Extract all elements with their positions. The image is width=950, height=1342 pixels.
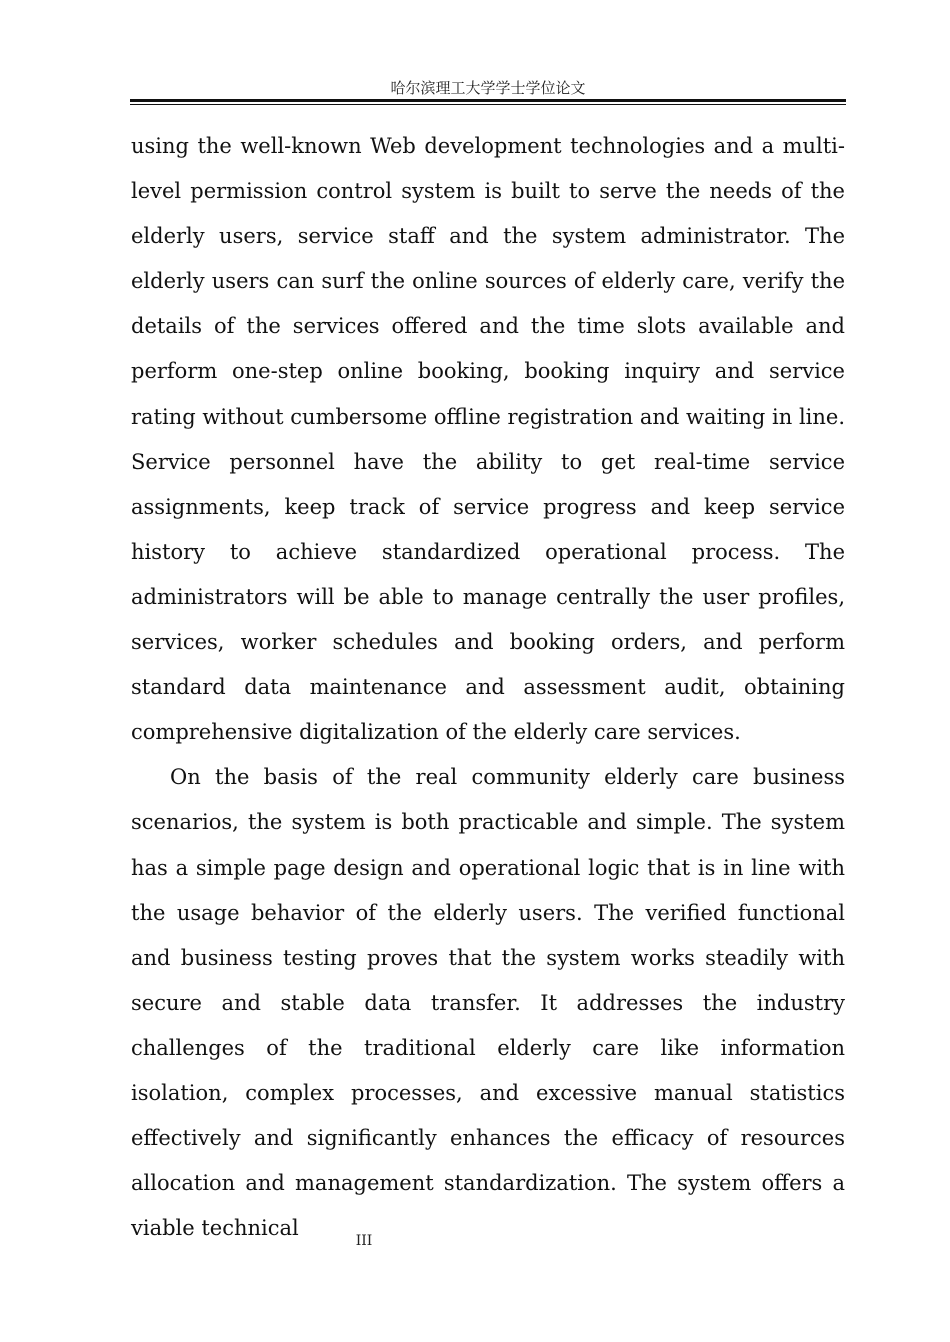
paragraph-continued: using the well-known Web development technologies and a multi-level permission control system is built to serve the needs of the elderly users, service staff and the system administrator. The elderly users can surf the online sources of elderly care, verify the details of the services offered and the time slots available and perform one-step online booking, booking inquiry and service rating without cumbersome offline registration and waiting in line. Service personnel have the ability to get real-time service assignments, keep track of service progress and keep service history to achieve standardized operational process. The administrators will be able to manage centrally the user profiles, services, worker schedules and booking orders, and perform standard data maintenance and assessment audit, obtaining comprehensive digitalization of the elderly care services. bbox=[131, 134, 846, 745]
header-rule-thick bbox=[130, 99, 846, 102]
page-number: III bbox=[355, 1233, 373, 1249]
paragraph: On the basis of the real community elderly care business scenarios, the system is both practicable and simple. The system has a simple page design and operational logic that is in line with the usage behavior of the elderly users. The verified functional and business testing proves that the system works steadily with secure and stable data transfer. It addresses the industry challenges of the traditional elderly care like information isolation, complex processes, and excessive manual statistics effectively and significantly enhances the efficacy of resources allocation and management standardization. The system offers a viable technical bbox=[131, 765, 845, 1241]
running-header-title: 哈尔滨理工大学学士学位论文 bbox=[390, 79, 586, 97]
body-text bbox=[131, 124, 845, 1251]
header-rule-thin bbox=[130, 104, 846, 105]
